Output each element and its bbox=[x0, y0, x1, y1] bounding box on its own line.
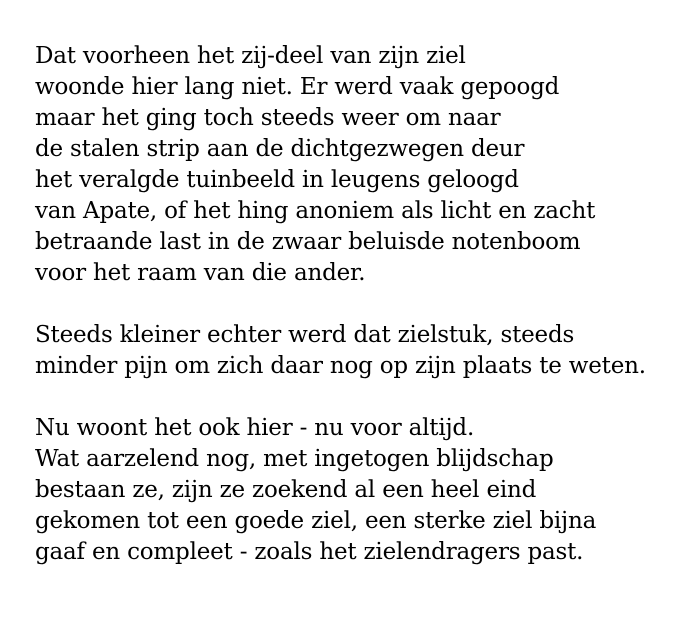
poem-line: betraande last in de zwaar beluisde notenboom bbox=[35, 229, 581, 255]
poem-line: voor het raam van die ander. bbox=[35, 260, 366, 286]
poem-line: gaaf en compleet - zoals het zielendragers past. bbox=[35, 539, 584, 565]
poem-line: maar het ging toch steeds weer om naar bbox=[35, 105, 501, 131]
poem-line: woonde hier lang niet. Er werd vaak gepoogd bbox=[35, 74, 560, 100]
poem-line: gekomen tot een goede ziel, een sterke ziel bijna bbox=[35, 508, 597, 534]
poem-line: van Apate, of het hing anoniem als licht en zacht bbox=[35, 198, 596, 224]
poem-line: Wat aarzelend nog, met ingetogen blijdschap bbox=[35, 446, 554, 472]
poem-line: Steeds kleiner echter werd dat zielstuk, steeds bbox=[35, 322, 575, 348]
poem-line: de stalen strip aan de dichtgezwegen deur bbox=[35, 136, 525, 162]
poem-line: het veralgde tuinbeeld in leugens geloogd bbox=[35, 167, 519, 193]
poem-line: Nu woont het ook hier - nu voor altijd. bbox=[35, 415, 475, 441]
poem-stanza-1 bbox=[35, 41, 680, 289]
poem-line: bestaan ze, zijn ze zoekend al een heel eind bbox=[35, 477, 537, 503]
poem-stanza-3 bbox=[35, 413, 680, 568]
poem-line: minder pijn om zich daar nog op zijn plaats te weten. bbox=[35, 353, 646, 379]
poem-stanza-2 bbox=[35, 320, 680, 382]
poem-line: Dat voorheen het zij-deel van zijn ziel bbox=[35, 43, 466, 69]
